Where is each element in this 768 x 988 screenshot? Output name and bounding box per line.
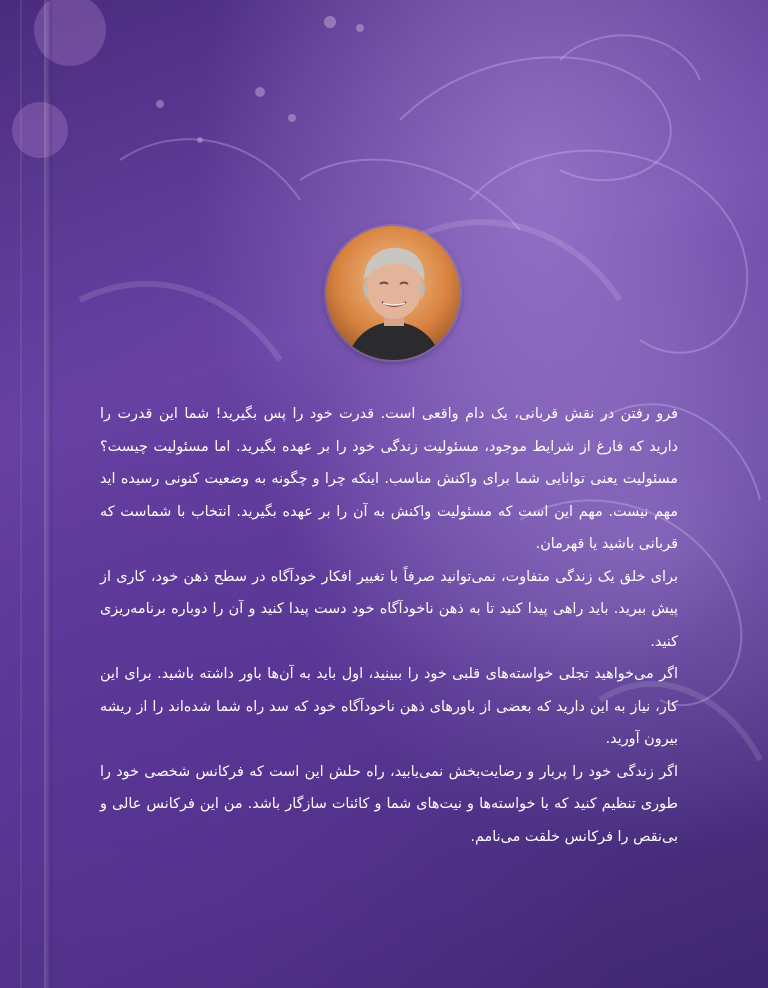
- paragraph-heart-desires: اگر می‌خواهید تجلی خواسته‌های قلبی خود را ببینید، اول باید به آن‌ها باور داشته باشید. برای این کار، نیاز به این دارید که بعضی از باورهای ذهن ناخودآگاه خود که سد راه شما شده‌اند را از ریشه بیرون آورید.: [100, 666, 678, 747]
- spine-edge-line: [20, 0, 22, 988]
- back-cover-text: [100, 398, 678, 853]
- author-portrait: [326, 226, 460, 360]
- paragraph-subconscious-mind: برای خلق یک زندگی متفاوت، نمی‌توانید صرفاً با تغییر افکار خودآگاه در سطح ذهن خود، کاری از پیش ببرید. باید راهی پیدا کنید تا به ذهن ناخودآگاه خود دست پیدا کنید و آن را دوباره برنامه‌ریزی کنید.: [100, 568, 678, 650]
- book-spine-fold: [44, 0, 52, 988]
- paragraph-victim-role: فرو رفتن در نقش قربانی، یک دام واقعی است. قدرت خود را پس بگیرید! شما این قدرت را دارید که فارغ از شرایط موجود، مسئولیت زندگی خود را بر عهده بگیرید. اما مسئولیت چیست؟ مسئولیت یعنی توانایی شما برای واکنش مناسب. اینکه چرا و چگونه به وضعیت کنونی رسیده اید مهم نیست. مهم این است که مسئولیت واکنش به آن را بر عهده بگیرید. انتخاب با شماست که قربانی باشید یا قهرمان.: [100, 406, 678, 552]
- paragraph-creation-frequency: اگر زندگی خود را پربار و رضایت‌بخش نمی‌یابید، راه حلش این است که فرکانس شخصی خود را طوری تنظیم کنید که با خواسته‌ها و نیت‌های شما و کائنات سازگار باشد. من این فرکانس عالی و بی‌نقص را فرکانس خلقت می‌نامم.: [100, 763, 678, 845]
